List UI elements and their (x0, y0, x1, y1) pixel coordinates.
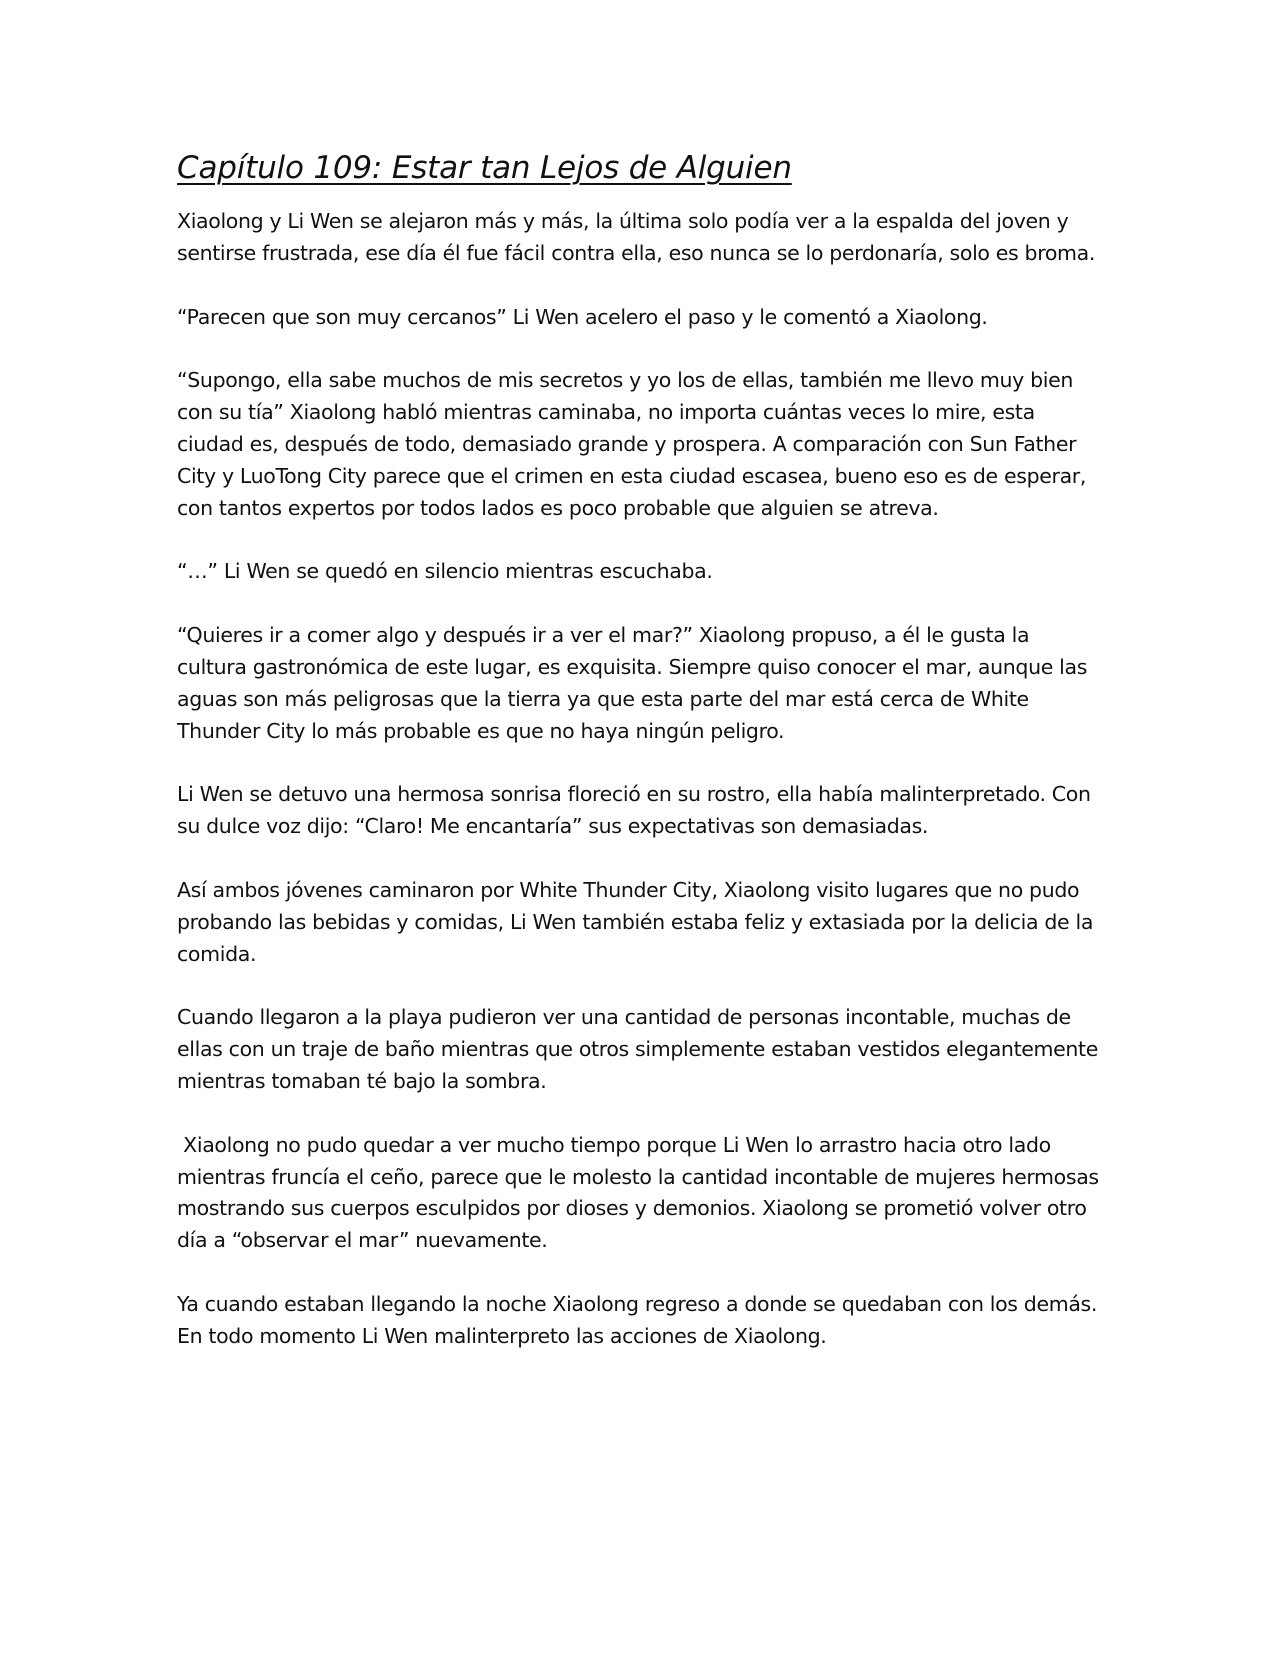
chapter-title: Capítulo 109: Estar tan Lejos de Alguien (177, 150, 792, 186)
paragraph: Ya cuando estaban llegando la noche Xiaolong regreso a donde se quedaban con los demás. En todo momento Li Wen malinterpreto las acciones de Xiaolong. (177, 1291, 1104, 1348)
paragraph: Li Wen se detuvo una hermosa sonrisa floreció en su rostro, ella había malinterpretado. Con su dulce voz dijo: “Claro! Me encantaría” sus expectativas son demasiadas. (177, 782, 1097, 839)
document-body (177, 148, 1105, 1385)
paragraph: Xiaolong y Li Wen se alejaron más y más, la última solo podía ver a la espalda del joven y sentirse frustrada, ese día él fue fácil contra ella, eso nunca se lo perdonaría, solo es broma. (177, 209, 1096, 265)
paragraph: Así ambos jóvenes caminaron por White Thunder City, Xiaolong visito lugares que no pudo probando las bebidas y comidas, Li Wen también estaba feliz y extasiada por la delicia de la comida. (177, 877, 1100, 966)
paragraph: “Supongo, ella sabe muchos de mis secretos y yo los de ellas, también me llevo muy bien con su tía” Xiaolong habló mientras caminaba, no importa cuántas veces lo mire, esta ciudad es, después de todo, demasiado grande y prospera. A comparación con Sun Father City y LuoTong City parece que el crimen en esta ciudad escasea, bueno eso es de esperar, con tantos expertos por todos lados es poco probable que alguien se atreva. (177, 368, 1093, 520)
paragraph: Cuando llegaron a la playa pudieron ver una cantidad de personas incontable, muchas de ellas con un traje de baño mientras que otros simplemente estaban vestidos elegantemente mientras tomaban té bajo la sombra. (177, 1005, 1105, 1093)
paragraph: “…” Li Wen se quedó en silencio mientras escuchaba. (177, 559, 713, 584)
paragraph: “Quieres ir a comer algo y después ir a ver el mar?” Xiaolong propuso, a él le gusta la cultura gastronómica de este lugar, es exquisita. Siempre quiso conocer el mar, aunque las aguas son más peligrosas que la tierra ya que esta parte del mar está cerca de White Thunder City lo más probable es que no haya ningún peligro. (177, 623, 1094, 743)
paragraph: Xiaolong no pudo quedar a ver mucho tiempo porque Li Wen lo arrastro hacia otro lado mientras fruncía el ceño, parece que le molesto la cantidad incontable de mujeres hermosas mostrando sus cuerpos esculpidos por dioses y demonios. Xiaolong se prometió volver otro día a “observar el mar” nuevamente. (177, 1132, 1105, 1253)
paragraph: “Parecen que son muy cercanos” Li Wen acelero el paso y le comentó a Xiaolong. (177, 304, 988, 329)
